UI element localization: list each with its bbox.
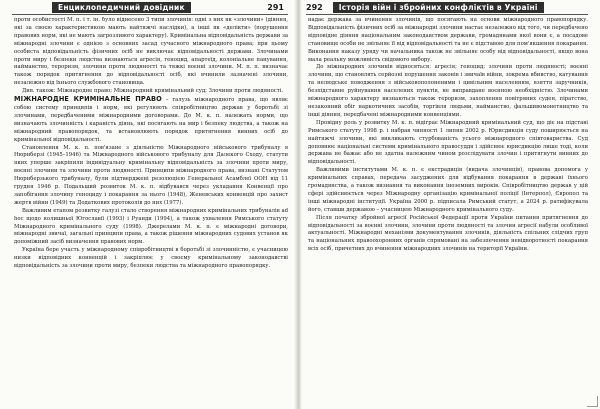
left-paragraph: Важливим етапом розвитку галузі стало створення міжнародних кримінальних трибуналів ad hoc щодо колишньої Югославії (1993) і Руанди (1994), а також ухвалення Римського статуту Міжнародного кримінального суду (1998). Джерелами М. к. п. є міжнародні договори, міжнародні звичаї, загальні принципи права, а також рішення міжнародних судових установ як допоміжний засіб визначення правових норм. [14,207,288,246]
left-page-number: 291 [267,2,284,12]
right-paragraph: Важливими інститутами М. к. п. є екстрадиція (видача злочинців), правова допомога у кримінальних справах, передача засуджених для відбування покарання в державі їхнього громадянства, а також визнання та виконання іноземних вироків. Співробітництво держав у цій сфері здійснюється через Міжнародну організацію кримінальної поліції (Інтерпол), Європол та інші міжнародні інституції. Україна 2000 р. підписала Римський статут, а 2024 р. ратифікувала його, ставши державою – учасницею Міжнародного кримінального суду. [308,167,588,213]
left-paragraph: проти особистості М. п. і т. ін. було віднесено 3 типи злочинів: одні з них як «злочини» (діяння, які за своєю характеристикою мають найтяжчі наслідки), а інші як «делікти» (порушення правових норм, які не мають загрозливого характеру). Кримінальна відповідальність держави за міжнародні злочини є однією з основних засад сучасного міжнародного права; при цьому особиста відповідальність фізичних осіб не виключає відповідальності держави. Злочинами проти миру і безпеки людства визнаються агресія, геноцид, апартеїд, колоніальне панування, найманство, тероризм, злочини проти людяності та тяжкі воєнні злочини. М. п. п. визначає також порядок притягнення до відповідальності осіб, які вчинили зазначені злочини, незалежно від їхнього службового становища. [14,17,288,87]
left-paragraph: Див. також: Міжнародне право; Міжнародний кримінальний суд; Злочини проти людяності. [22,88,284,95]
right-page [300,0,600,409]
right-page-body [308,17,588,403]
left-header-rule [12,14,288,15]
right-paragraph: Після початку збройної агресії Російської Федерації проти України питання притягнення до відповідальності за воєнні злочини, злочини проти людяності та злочин агресії набули особливої актуальності. Міжнародні механізми документування злочинів, діяльність спільних слідчих груп та національних правоохоронних органів спрямовані на забезпечення невідворотності покарання всіх осіб, причетних до вчинення міжнародних злочинів на території України. [308,214,588,253]
right-running-head [306,0,588,14]
left-running-head [12,0,288,14]
left-running-title: Енциклопедичний довідник [52,2,191,13]
right-running-title: Історія війн і збройних конфліктів в Україні [333,2,544,13]
left-page-body [14,17,288,403]
right-paragraph: надає держава за вчинення злочинів, що посягають на основи міжнародного правопорядку. Відповідальність фізичних осіб за міжнародні злочини настає незалежно від того, чи передбачено відповідне діяння національним законодавством держави, громадянами якої вони є, а посадове становище особи не звільняє її від відповідальності та не є підставою для пом'якшення покарання. Виконання наказу уряду чи начальника також не звільняє особу від відповідальності, якщо вона мала реальну можливість свідомого вибору. [308,17,588,63]
entry-heading: МІЖНАРОДНЕ КРИМІНАЛЬНЕ ПРАВО [14,95,162,104]
left-paragraph: Україна бере участь у міжнародному співробітництві в боротьбі зі злочинністю, є учасницею низки відповідних конвенцій і закріплює у своєму кримінальному законодавстві відповідальність за злочини проти миру, безпеки людства та міжнародного правопорядку. [14,247,288,270]
left-page [0,0,296,409]
right-page-number: 292 [306,2,323,12]
page-corner-mark [587,396,598,407]
right-paragraph: Провідну роль у розвитку М. к. п. відіграє Міжнародний кримінальний суд, що діє на підставі Римського статуту 1998 р. і набрав чинності 1 липня 2002 р. Юрисдикція суду поширюється на найтяжчі злочини, які викликають стурбованість усього міжнародного співтовариства. Суд доповнює національні системи кримінального правосуддя і здійснює юрисдикцію лише тоді, коли держава не бажає або не здатна належним чином розслідувати злочин і притягнути винних до відповідальності. [308,119,588,166]
right-paragraph: До міжнародних злочинів відносяться: агресія; геноцид; злочини проти людяності; воєнні злочини, що становлять серйозні порушення законів і звичаїв війни, зокрема вбивство, катування та нелюдське поводження з військовополоненими і цивільним населенням, взяття заручників, безпідставне руйнування населених пунктів, не виправдане воєнною необхідністю. Злочинами міжнародного характеру визнаються також тероризм, захоплення повітряних суден, піратство, незаконний обіг наркотичних засобів, торгівля людьми, найманство, фальшивомонетництво та інші діяння, передбачені міжнародними конвенціями. [308,64,588,118]
entry-lead: – галузь міжнародного права, що являє собою систему принципів і норм, які регулюють співробітництво держав у боротьбі зі злочинами, передбаченими міжнародними договорами. До М. к. п. належать норми, що визначають злочинність і караність діянь, які посягають на мир і безпеку людства, а також на міжнародний правопорядок, та встановлюють порядок притягнення винних осіб до кримінальної відповідальності. [14,97,288,143]
entry [14,96,288,144]
right-header-rule [306,14,588,15]
left-paragraph: Становлення М. к. п. пов'язане з діяльністю Міжнародного військового трибуналу в Нюрнберзі (1945–1946) та Міжнародного військового трибуналу для Далекого Сходу, статути яких уперше закріпили індивідуальну кримінальну відповідальність за злочини проти миру, воєнні злочини та злочини проти людяності. Принципи міжнародного права, визнані Статутом Нюрнберзького трибуналу, були підтверджені резолюцією Генеральної Асамблеї ООН від 11 грудня 1946 р. Подальший розвиток М. к. п. відбувався через укладання Конвенції про запобігання злочину геноциду і покарання за нього (1948), Женевських конвенцій про захист жертв війни (1949) та Додаткових протоколів до них (1977). [14,144,288,206]
